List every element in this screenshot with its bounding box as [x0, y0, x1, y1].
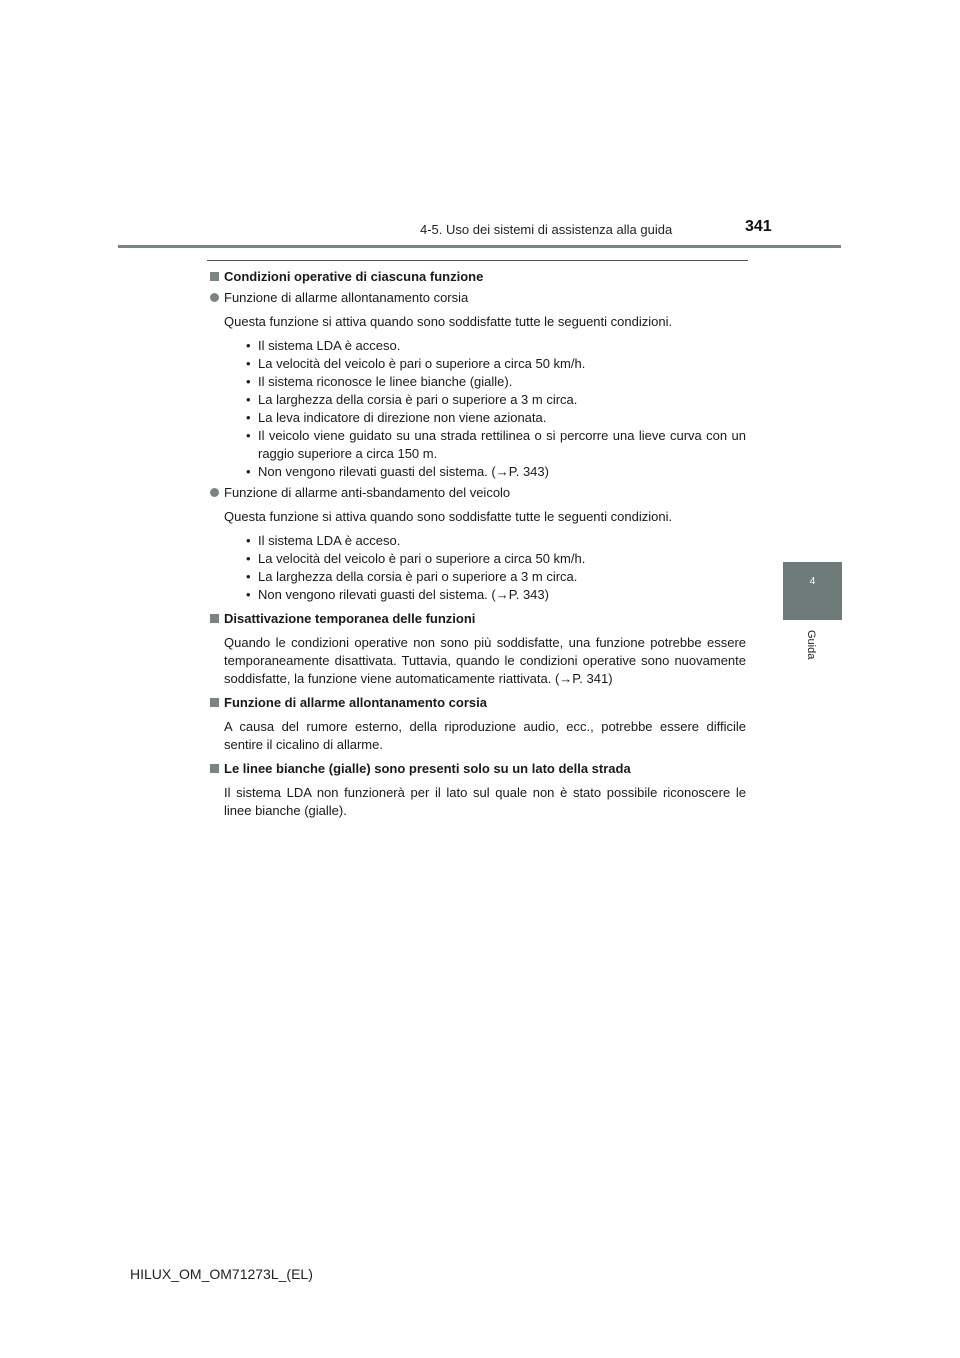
list-item: • La leva indicatore di direzione non viene azionata. [246, 409, 746, 427]
list-item: • La larghezza della corsia è pari o superiore a 3 m circa. [246, 568, 746, 586]
section-text: A causa del rumore esterno, della riproduzione audio, ecc., potrebbe essere difficile sentire il cicalino di allarme. [224, 719, 746, 752]
chapter-number: 4 [809, 576, 816, 587]
subsection-title: Funzione di allarme allontanamento corsia [224, 290, 469, 305]
section-title: Condizioni operative di ciascuna funzione [224, 269, 484, 284]
section-text: Quando le condizioni operative non sono più soddisfatte, una funzione potrebbe essere temporaneamente disattivata. Tuttavia, quando le condizioni operative sono nuovamente soddisfatte, la funzione viene automaticamente riattivata. (→P. 341) [224, 635, 746, 686]
subsection-title: Funzione di allarme anti-sbandamento del veicolo [224, 485, 511, 500]
section-text: Il sistema LDA non funzionerà per il lato sul quale non è stato possibile riconoscere le linee bianche (gialle). [224, 785, 746, 818]
condition-list [208, 532, 746, 604]
section-title: Le linee bianche (gialle) sono presenti solo su un lato della strada [224, 761, 631, 776]
header-divider [118, 245, 841, 248]
section-heading [208, 760, 746, 778]
round-bullet-icon [210, 488, 219, 497]
list-item: • Il veicolo viene guidato su una strada rettilinea o si percorre una lieve curva con un raggio superiore a circa 150 m. [246, 427, 746, 463]
chapter-label-tab [783, 620, 842, 870]
section-heading [208, 694, 746, 712]
square-bullet-icon [210, 698, 219, 707]
subsection-intro: Questa funzione si attiva quando sono soddisfatte tutte le seguenti condizioni. [224, 314, 673, 329]
round-bullet-icon [210, 293, 219, 302]
subsection-heading [208, 289, 746, 307]
subsection-intro: Questa funzione si attiva quando sono soddisfatte tutte le seguenti condizioni. [224, 509, 673, 524]
page-number: 341 [745, 218, 772, 235]
square-bullet-icon [210, 764, 219, 773]
list-item: • La larghezza della corsia è pari o superiore a 3 m circa. [246, 391, 746, 409]
document-code: HILUX_OM_OM71273L_(EL) [130, 1266, 313, 1282]
subsection-heading [208, 484, 746, 502]
content-divider [207, 260, 748, 261]
square-bullet-icon [210, 272, 219, 281]
condition-list [208, 337, 746, 481]
section-heading [208, 268, 746, 286]
list-item: • La velocità del veicolo è pari o superiore a circa 50 km/h. [246, 355, 746, 373]
list-item: • Il sistema LDA è acceso. [246, 532, 746, 550]
section-title: Disattivazione temporanea delle funzioni [224, 611, 476, 626]
header-section-title: 4-5. Uso dei sistemi di assistenza alla guida [420, 222, 673, 237]
list-item: • Il sistema riconosce le linee bianche (gialle). [246, 373, 746, 391]
section-title: Funzione di allarme allontanamento corsia [224, 695, 487, 710]
list-item: • Non vengono rilevati guasti del sistema. (→P. 343) [246, 586, 746, 604]
square-bullet-icon [210, 614, 219, 623]
chapter-label: Guida [805, 630, 817, 660]
page-content [208, 268, 746, 820]
list-item: • Il sistema LDA è acceso. [246, 337, 746, 355]
list-item: • La velocità del veicolo è pari o superiore a circa 50 km/h. [246, 550, 746, 568]
chapter-tab [783, 562, 842, 620]
section-heading [208, 610, 746, 628]
list-item: • Non vengono rilevati guasti del sistema. (→P. 343) [246, 463, 746, 481]
